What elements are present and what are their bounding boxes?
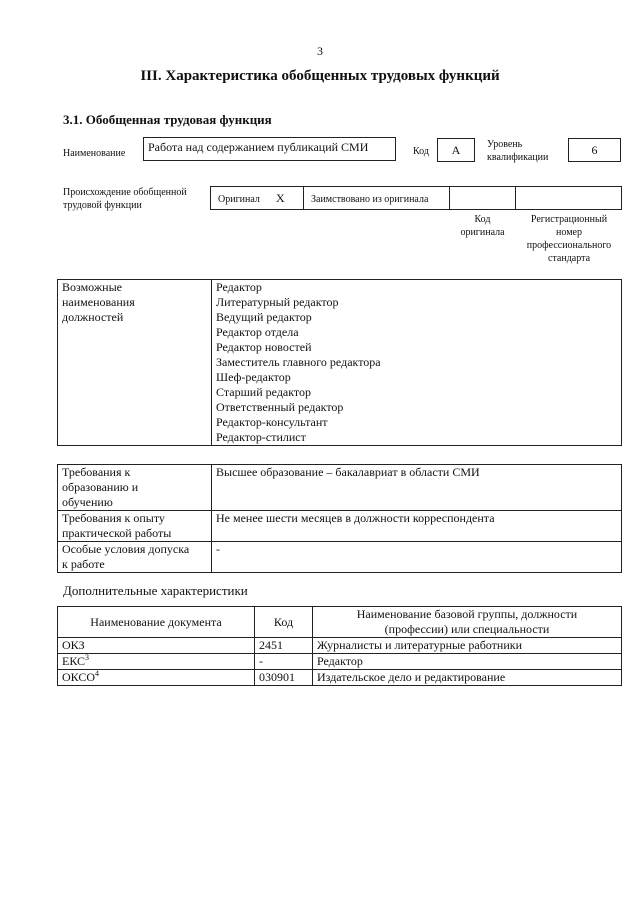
doc-footnote: 3 [85, 653, 90, 662]
header-name-line2: (профессии) или специальности [384, 622, 550, 636]
level-label-line1: Уровень [487, 139, 523, 150]
position-item: Шеф-редактор [216, 370, 291, 384]
experience-value-cell: Не менее шести месяцев в должности корреспондента [212, 511, 622, 542]
level-label-line2: квалификации [487, 152, 549, 163]
position-item: Ответственный редактор [216, 400, 344, 414]
header-code-cell: Код [255, 607, 313, 638]
education-row [58, 465, 622, 511]
education-label-line1: Требования к [62, 465, 131, 479]
subsection-title: 3.1. Обобщенная трудовая функция [63, 112, 272, 127]
name-label: Наименование [63, 148, 126, 159]
table-row [58, 670, 622, 686]
function-name-field: Работа над содержанием публикаций СМИ [143, 137, 396, 161]
position-item: Старший редактор [216, 385, 312, 399]
doc-cell [58, 654, 255, 670]
additional-header-row [58, 607, 622, 638]
special-conditions-row [58, 542, 622, 573]
doc-name: ОКСО [62, 670, 96, 684]
code-cell: 030901 [255, 670, 313, 686]
experience-label-cell [58, 511, 212, 542]
reg-caption-line3: профессионального [526, 240, 612, 251]
education-label-cell [58, 465, 212, 511]
reg-caption-line2: номер [556, 227, 582, 238]
position-item: Редактор [216, 280, 262, 294]
doc-cell [58, 638, 255, 654]
special-label-line1: Особые условия допуска [62, 542, 190, 556]
position-item: Ведущий редактор [216, 310, 312, 324]
positions-label-line3: должностей [62, 310, 124, 324]
doc-name: ЕКС [62, 654, 86, 668]
page-number: 3 [317, 44, 323, 58]
code-label: Код [413, 146, 429, 157]
position-item: Редактор-стилист [216, 430, 306, 444]
education-label-line2: образованию и [62, 480, 139, 494]
origin-label-line1: Происхождение обобщенной [63, 187, 187, 198]
requirements-table [57, 464, 622, 573]
position-item: Заместитель главного редактора [216, 355, 381, 369]
positions-label-cell [58, 280, 212, 446]
doc-cell [58, 670, 255, 686]
name-cell: Журналисты и литературные работники [313, 638, 622, 654]
function-code-field: A [437, 138, 475, 162]
header-name-cell [313, 607, 622, 638]
additional-table [57, 606, 622, 686]
code-cell: - [255, 654, 313, 670]
original-mark: X [276, 191, 285, 205]
original-code-caption-line1: Код [474, 214, 491, 225]
education-value-cell: Высшее образование – бакалавриат в области СМИ [212, 465, 622, 511]
positions-list-cell [212, 280, 622, 446]
special-conditions-label-cell [58, 542, 212, 573]
education-label-line3: обучению [62, 495, 113, 509]
experience-row [58, 511, 622, 542]
position-item: Редактор отдела [216, 325, 299, 339]
name-cell: Издательское дело и редактирование [313, 670, 622, 686]
table-row [58, 638, 622, 654]
special-conditions-value-cell: - [212, 542, 622, 573]
positions-table [57, 279, 622, 446]
section-title: III. Характеристика обобщенных трудовых функций [140, 68, 500, 84]
experience-label-line2: практической работы [62, 526, 172, 540]
positions-label-line1: Возможные [62, 280, 122, 294]
position-item: Редактор-консультант [216, 415, 328, 429]
code-cell: 2451 [255, 638, 313, 654]
additional-title: Дополнительные характеристики [63, 583, 248, 598]
registration-number-caption [516, 213, 622, 265]
name-cell: Редактор [313, 654, 622, 670]
experience-label-line1: Требования к опыту [62, 511, 165, 525]
positions-label-line2: наименования [62, 295, 135, 309]
doc-name: ОКЗ [62, 638, 85, 652]
position-item: Литературный редактор [216, 295, 339, 309]
positions-row [58, 280, 622, 446]
reg-caption-line1: Регистрационный [530, 214, 608, 225]
doc-footnote: 4 [95, 669, 100, 678]
original-code-caption [450, 213, 515, 239]
header-doc-cell: Наименование документа [58, 607, 255, 638]
position-item: Редактор новостей [216, 340, 312, 354]
table-row [58, 654, 622, 670]
header-name-line1: Наименование базовой группы, должности [356, 607, 578, 621]
qualification-level-field: 6 [568, 138, 621, 162]
origin-divider-1 [303, 186, 304, 210]
origin-label-line2: трудовой функции [63, 200, 142, 211]
special-label-line2: к работе [62, 557, 105, 571]
origin-divider-3 [515, 186, 516, 210]
reg-caption-line4: стандарта [547, 253, 591, 264]
origin-label [63, 186, 187, 212]
original-label: Оригинал [218, 194, 260, 205]
original-code-caption-line2: оригинала [460, 227, 505, 238]
borrowed-label: Заимствовано из оригинала [311, 194, 429, 205]
origin-divider-2 [449, 186, 450, 210]
level-label [487, 138, 548, 164]
